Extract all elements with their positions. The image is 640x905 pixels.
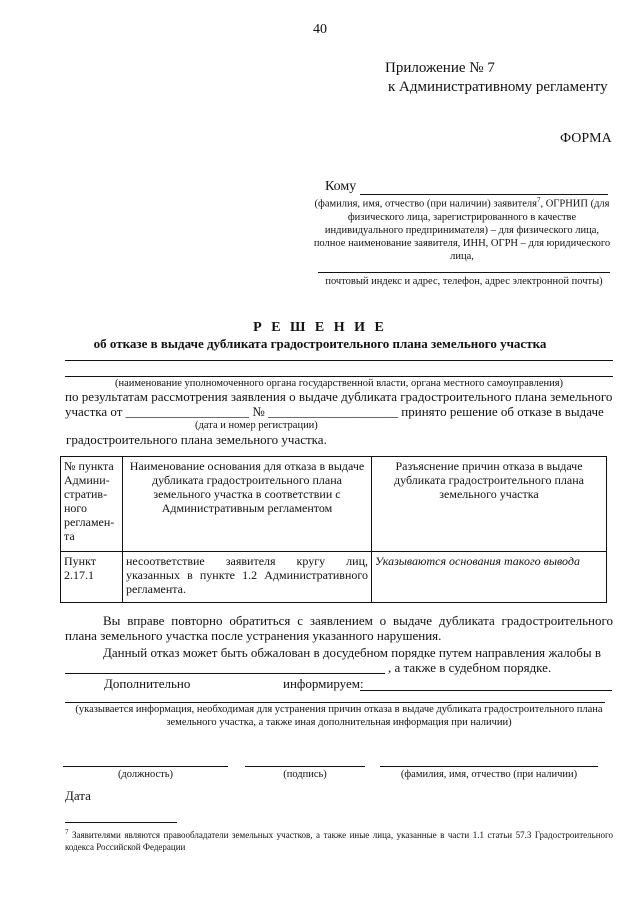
recipient-note	[312, 194, 612, 263]
row-explanation: Указываются основания такого вывода	[372, 552, 607, 603]
footnote-separator	[65, 822, 177, 823]
reasons-table	[60, 456, 607, 603]
row-point: Пункт 2.17.1	[61, 552, 123, 603]
row-reason: несоответствие заявителя кругу лиц, указанных в пункте 1.2 Административного регламента.	[123, 552, 372, 603]
inform-label: информируем:	[283, 676, 364, 691]
registration-note: (дата и номер регистрации)	[195, 420, 318, 431]
form-label: ФОРМА	[560, 131, 612, 146]
footnote	[65, 826, 613, 853]
decision-text-line-3: градостроительного плана земельного участка.	[66, 432, 327, 447]
appendix-subtitle: к Административному регламенту	[388, 79, 608, 95]
additional-label: Дополнительно	[104, 676, 191, 691]
page-number: 40	[313, 22, 327, 37]
table-header-row	[61, 457, 607, 552]
recipient-note-pre: (фамилия, имя, отчество (при наличии) заявителя	[314, 198, 537, 210]
date-label: Дата	[65, 788, 91, 803]
header-point: № пункта Админи-стратив-ного регламен-та	[61, 457, 123, 552]
name-note: (фамилия, имя, отчество (при наличии)	[400, 769, 578, 780]
decision-title: Р Е Ш Е Н И Е	[253, 320, 387, 335]
footnote-text: Заявителями являются правообладатели земельных участков, а также иные лица, указанные в части 1.1 статьи 57.3 Градостроительного кодекса Российской Федерации	[65, 830, 613, 852]
decision-text-line-2: участка от ___________________ № ____________________ принято решение об отказе в выдаче	[65, 404, 604, 419]
footnote-number: 7	[65, 828, 69, 836]
decision-subtitle: об отказе в выдаче дубликата градостроительного плана земельного участка	[93, 336, 547, 351]
appeal-tail: , а также в судебном порядке.	[388, 660, 552, 675]
signature-note: (подпись)	[283, 769, 327, 780]
recipient-note-post: , ОГРНИП (для физического лица, зарегистрированного в качестве индивидуального предпринимателя) – для физического лица, полное наименование заявителя, ИНН, ОГРН – для юридического лица,	[313, 198, 611, 262]
organ-note: (наименование уполномоченного органа государственной власти, органа местного самоуправления)	[114, 378, 564, 389]
address-note: почтовый индекс и адрес, телефон, адрес электронной почты)	[325, 276, 603, 287]
appendix-title: Приложение № 7	[385, 60, 495, 76]
signature-line	[245, 766, 365, 767]
name-line	[380, 766, 598, 767]
header-reason: Наименование основания для отказа в выдаче дубликата градостроительного плана земельного участка в соответствии с Административным регламентом	[123, 457, 372, 552]
organ-line-1	[65, 360, 613, 361]
recipient-footnote-ref: 7	[536, 196, 541, 204]
position-note: (должность)	[117, 769, 174, 780]
address-line	[318, 272, 610, 273]
recipient-label: Кому	[325, 179, 357, 194]
position-line	[63, 766, 228, 767]
additional-note: (указывается информация, необходимая для устранения причин отказа в выдаче дубликата градостроительного плана земельного участка, а также иная дополнительная информация при наличии)	[75, 704, 603, 728]
additional-line-1	[360, 690, 612, 691]
header-explanation: Разъяснение причин отказа в выдаче дубликата градостроительного плана земельного участка	[372, 457, 607, 552]
body-paragraph-2: Данный отказ может быть обжалован в досудебном порядке путем направления жалобы в	[103, 645, 601, 660]
table-row	[61, 552, 607, 603]
body-paragraph-1: Вы вправе повторно обратиться с заявлением о выдаче дубликата градостроительного плана земельного участка после устранения указанного нарушения.	[65, 613, 613, 643]
decision-text-line-1: по результатам рассмотрения заявления о выдаче дубликата градостроительного плана земельного	[65, 389, 613, 404]
appeal-line	[65, 673, 385, 674]
